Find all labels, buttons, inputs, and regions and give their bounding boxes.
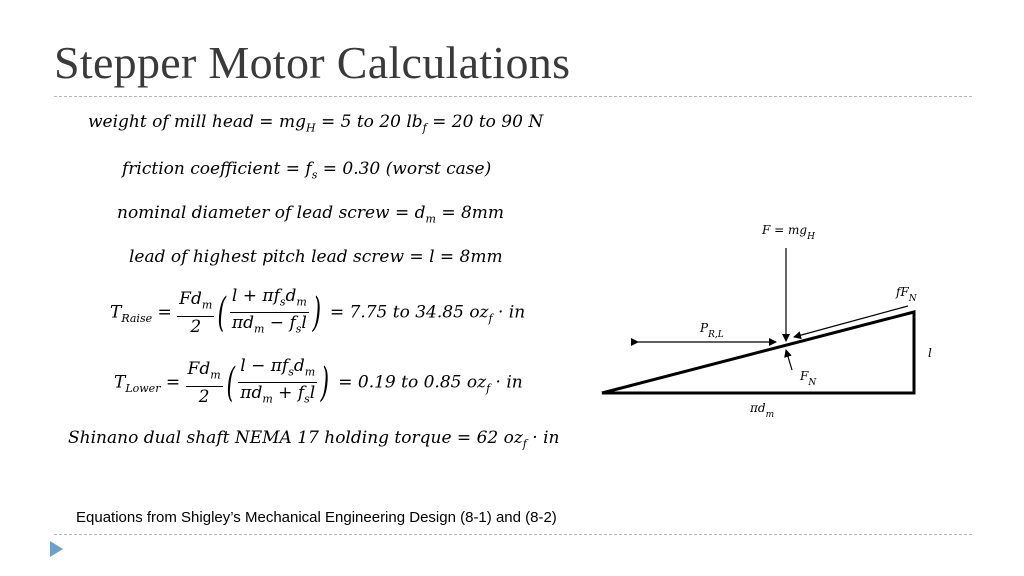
lower-fraction-1 [186,359,223,406]
raise-frac2-num-sub1: s [279,295,286,309]
normal-force-arrow [786,350,792,370]
equation-weight-sub: H [305,121,316,135]
equation-holding-torque [68,428,559,450]
p-label: $P_{R,L}$ [700,321,724,340]
holding-sub: f [522,437,527,451]
length-label: l [928,346,932,360]
raise-frac2-den-sub2: s [295,322,302,336]
footer-divider [54,534,972,535]
equation-weight-lhs: weight of mill head = mg [88,112,306,132]
equation-weight-rhs: = 20 to 90 N [426,112,544,132]
equation-lead [129,247,503,267]
holding-rhs: · in [526,428,560,448]
raise-fraction-1 [177,289,214,336]
inclined-plane-diagram [590,210,950,425]
equation-friction [122,159,491,181]
lower-frac2-num-b: d [293,356,305,376]
equation-weight [88,112,543,134]
lower-frac1-num: Fd [187,359,211,380]
holding-lhs: Shinano dual shaft NEMA 17 holding torque = 62 oz [68,428,523,448]
raise-result-sub: f [488,311,493,325]
raise-lhs-sub: Raise [121,311,153,325]
raise-result-tail: · in [492,302,526,323]
lower-frac2-den-a: πd [240,383,263,404]
equation-weight-sub2: f [422,121,427,135]
raise-frac2-den-c: l [301,313,307,334]
raise-frac2-num-a: l + πf [231,286,280,306]
title-divider [54,96,972,97]
lower-frac2-den-sub1: m [262,392,273,406]
lower-frac2-num-a: l − πf [240,356,289,376]
source-caption: Equations from Shigley’s Mechanical Engineering Design (8-1) and (8-2) [76,509,557,526]
raise-frac2-den-b: − f [264,313,296,334]
equation-lower: $T_{Lower}$ = $\frac{Fd_m}{2}$ ( $\frac{l - \pi f_sd_m}{\pi d_m + f_sl}$ ) = 0.19 to 0.85 $oz_f$ · in [114,356,523,410]
raise-frac1-num: Fd [179,289,202,310]
equation-diameter [117,203,504,225]
raise-frac2-den-a: πd [231,313,254,334]
lower-result-sub: f [486,381,491,395]
equation-friction-lhs: friction coefficient = f [122,159,312,179]
force-label: $F = mg_H$ [762,223,815,242]
lower-frac1-num-sub: m [210,368,221,382]
lower-frac2-den-b: + f [272,383,305,404]
equation-friction-rhs: = 0.30 (worst case) [317,159,492,179]
lower-lhs-sub: Lower [125,381,161,395]
friction-label: $fF_N$ [896,285,917,304]
lower-lhs: T [114,372,126,393]
incline-triangle [602,312,914,393]
raise-frac2-num-b: d [285,286,297,306]
raise-frac1-num-sub: m [201,298,213,312]
lower-frac2-den-c: l [309,383,316,404]
friction-force-arrow [794,306,908,337]
raise-frac2-den-sub1: m [253,322,265,336]
page-title: Stepper Motor Calculations [54,37,571,88]
lower-fraction-2 [238,356,317,410]
raise-result: = 7.75 to 34.85 oz [324,302,489,323]
equation-lead-text: lead of highest pitch lead screw = l = 8mm [129,247,503,267]
equation-weight-mid: = 5 to 20 lb [315,112,423,132]
equation-diameter-sub: m [425,212,436,226]
raise-lhs: T [110,302,122,323]
normal-label: $F_N$ [800,369,817,388]
lower-frac1-den: 2 [198,386,210,407]
base-label: $\pi d_m$ [750,401,775,420]
raise-frac1-den: 2 [190,316,202,337]
raise-fraction-2 [230,286,309,340]
equation-diameter-rhs: = 8mm [435,203,505,223]
lower-frac2-num-sub2: m [304,365,316,379]
lower-frac2-den-sub2: s [304,392,310,406]
raise-frac2-num-sub2: m [296,295,307,309]
slide-bullet-icon [50,541,63,557]
lower-frac2-num-sub1: s [288,365,294,379]
lower-result: = 0.19 to 0.85 oz [332,372,487,393]
lower-result-tail: · in [490,372,523,393]
equation-friction-sub: s [311,168,318,182]
equation-diameter-lhs: nominal diameter of lead screw = d [117,203,426,223]
equation-raise: $T_{Raise}$ = $\frac{Fd_m}{2}$ ( $\frac{l + \pi f_sd_m}{\pi d_m - f_sl}$ ) = 7.75 to 34.85 $oz_f$ · in [110,286,525,340]
